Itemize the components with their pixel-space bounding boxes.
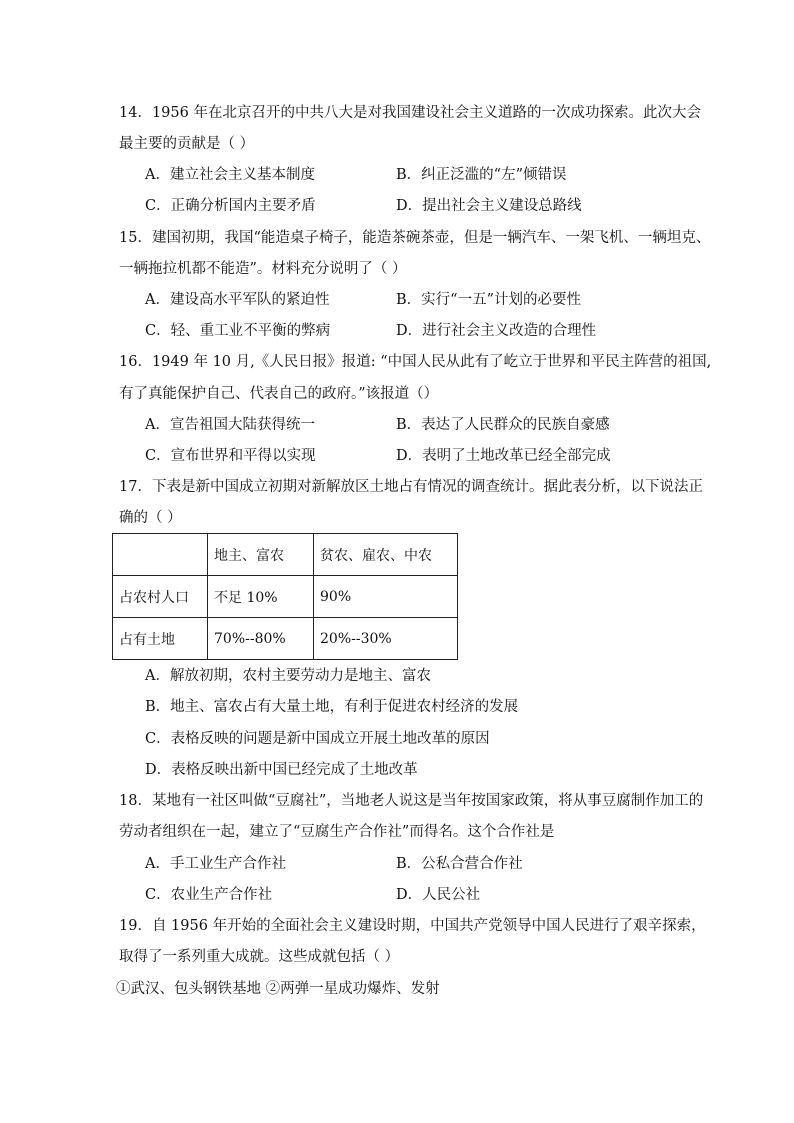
- q16-option-d[interactable]: D．表明了土地改革已经全部完成: [396, 448, 611, 464]
- table-row: [113, 576, 458, 618]
- table-cell: 不足 10%: [208, 576, 314, 618]
- q15-stem-line1: 15．建国初期，我国“能造桌子椅子，能造茶碗茶壶，但是一辆汽车、一架飞机、一辆坦克、: [119, 230, 711, 246]
- q17-option-b[interactable]: B．地主、富农占有大量土地，有利于促进农村经济的发展: [145, 699, 519, 715]
- table-cell: 占有土地: [113, 618, 208, 660]
- table-header-row: [113, 534, 458, 576]
- table-header-cell: 地主、富农: [208, 534, 314, 576]
- table-cell: 占农村人口: [113, 576, 208, 618]
- q15-option-c[interactable]: C．轻、重工业不平衡的弊病: [145, 323, 331, 339]
- q19-stem-line1: 19．自 1956 年开始的全面社会主义建设时期，中国共产党领导中国人民进行了艰辛探索，: [119, 918, 706, 934]
- table-cell: 90%: [314, 576, 458, 618]
- table-cell: 70%--80%: [208, 618, 314, 660]
- table-cell: 20%--30%: [314, 618, 458, 660]
- q16-option-b[interactable]: B．表达了人民群众的民族自豪感: [396, 417, 610, 433]
- q17-option-d[interactable]: D．表格反映出新中国已经完成了土地改革: [145, 762, 418, 778]
- q16-option-a[interactable]: A．宣告祖国大陆获得统一: [145, 417, 315, 433]
- q16-option-c[interactable]: C．宣布世界和平得以实现: [145, 448, 316, 464]
- q16-stem-line2: 有了真能保护自己、代表自己的政府。”该报道（）: [119, 386, 439, 402]
- land-survey-table: [112, 533, 458, 660]
- q14-option-c[interactable]: C．正确分析国内主要矛盾: [145, 198, 316, 214]
- q17-stem-line2: 确的（ ）: [119, 510, 182, 526]
- q18-stem-line2: 劳动者组织在一起，建立了“豆腐生产合作社”而得名。这个合作社是: [119, 824, 555, 840]
- q18-stem-line1: 18．某地有一社区叫做“豆腐社”，当地老人说这是当年按国家政策，将从事豆腐制作加工的: [119, 793, 704, 809]
- q17-option-a[interactable]: A．解放初期，农村主要劳动力是地主、富农: [145, 668, 431, 684]
- q18-option-c[interactable]: C．农业生产合作社: [145, 887, 273, 903]
- q16-stem-line1: 16．1949 年 10 月,《人民日报》报道: “中国人民从此有了屹立于世界和平民主阵营的祖国,: [119, 354, 712, 370]
- q17-stem-line1: 17．下表是新中国成立初期对新解放区土地占有情况的调查统计。据此表分析，以下说法正: [119, 479, 703, 495]
- q14-option-d[interactable]: D．提出社会主义建设总路线: [396, 198, 582, 214]
- q18-option-d[interactable]: D．人民公社: [396, 887, 481, 903]
- q15-stem-line2: 一辆拖拉机都不能造”。材料充分说明了（ ）: [119, 261, 407, 277]
- q14-stem-line2: 最主要的贡献是（ ）: [119, 136, 255, 152]
- q17-option-c[interactable]: C．表格反映的问题是新中国成立开展土地改革的原因: [145, 731, 490, 747]
- q19-stem-line2: 取得了一系列重大成就。这些成就包括（ ）: [119, 949, 400, 965]
- q18-option-a[interactable]: A．手工业生产合作社: [145, 856, 286, 872]
- q14-option-a[interactable]: A．建立社会主义基本制度: [145, 167, 315, 183]
- table-row: [113, 618, 458, 660]
- q15-option-d[interactable]: D．进行社会主义改造的合理性: [396, 323, 597, 339]
- q14-option-b[interactable]: B．纠正泛滥的“左”倾错误: [396, 167, 567, 183]
- table-header-cell: [113, 534, 208, 576]
- q19-statement-items: ①武汉、包头钢铁基地 ②两弹一星成功爆炸、发射: [116, 981, 440, 997]
- q15-option-b[interactable]: B．实行“一五”计划的必要性: [396, 292, 581, 308]
- q18-option-b[interactable]: B．公私合营合作社: [396, 856, 523, 872]
- table-header-cell: 贫农、雇农、中农: [314, 534, 458, 576]
- q15-option-a[interactable]: A．建设高水平军队的紧迫性: [145, 292, 330, 308]
- q14-stem-line1: 14．1956 年在北京召开的中共八大是对我国建设社会主义道路的一次成功探索。此次大会: [119, 105, 701, 121]
